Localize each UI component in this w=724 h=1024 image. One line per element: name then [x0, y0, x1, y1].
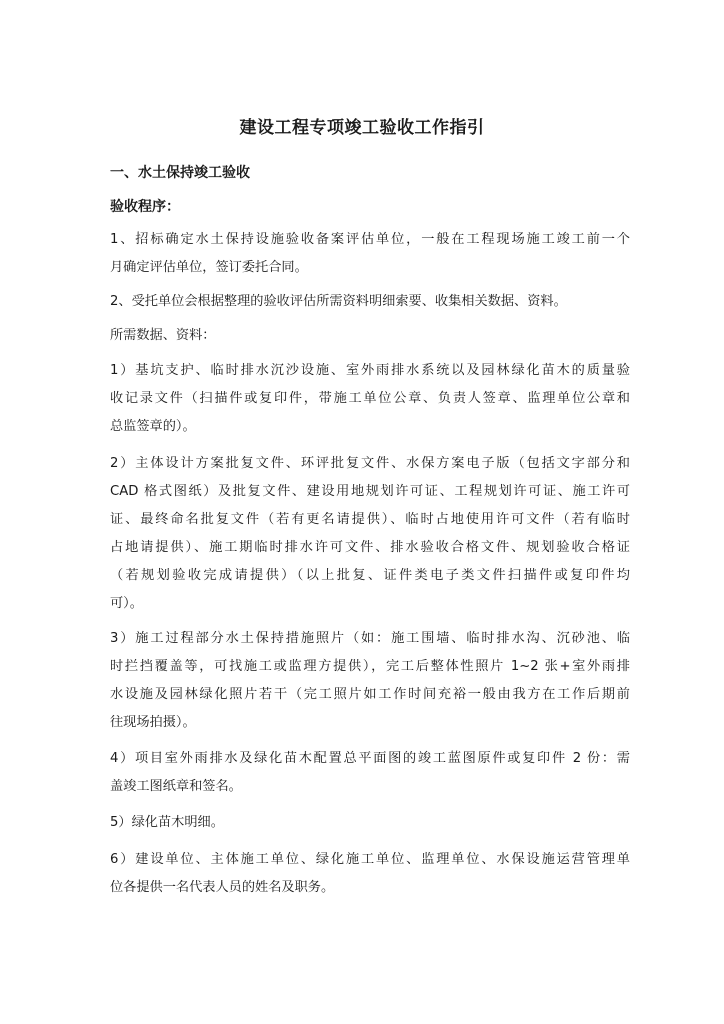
paragraph-line: 所需数据、资料： [110, 328, 216, 343]
paragraph [110, 450, 630, 618]
paragraph-line: 6）建设单位、主体施工单位、绿化施工单位、监理单位、水保设施运营管理单 [110, 852, 630, 867]
paragraph-line: 总监签章的）。 [110, 419, 196, 434]
section-heading: 一、水土保持竣工验收 [110, 165, 250, 181]
paragraph [110, 322, 630, 350]
document-title: 建设工程专项竣工验收工作指引 [239, 118, 485, 138]
paragraph-line: （若规划验收完成请提供）（以上批复、证件类电子类文件扫描件或复印件均 [110, 568, 630, 583]
paragraph [110, 745, 630, 801]
paragraph [110, 846, 630, 902]
paragraph [110, 625, 630, 737]
paragraph-line: 4）项目室外雨排水及绿化苗木配置总平面图的竣工蓝图原件或复印件 2 份：需 [110, 751, 630, 766]
paragraph-line: 5）绿化苗木明细。 [110, 815, 224, 830]
paragraph-line: 2、受托单位会根据整理的验收评估所需资料明细索要、收集相关数据、资料。 [110, 294, 567, 309]
paragraph-line: 1）基坑支护、临时排水沉沙设施、室外雨排水系统以及园林绿化苗木的质量验 [110, 363, 630, 378]
paragraph [110, 809, 630, 837]
paragraph-line: 证、最终命名批复文件（若有更名请提供）、临时占地使用许可文件（若有临时 [110, 512, 630, 527]
paragraph-line: 时拦挡覆盖等，可找施工或监理方提供），完工后整体性照片 1~2 张+室外雨排 [110, 659, 630, 674]
paragraph-line: 盖竣工图纸章和签名。 [110, 779, 242, 794]
paragraph-line: 往现场拍摄）。 [110, 715, 196, 730]
paragraph [110, 288, 630, 316]
paragraph-line: 可）。 [110, 596, 143, 611]
paragraph [110, 226, 630, 282]
paragraph-line: 2）主体设计方案批复文件、环评批复文件、水保方案电子版（包括文字部分和 [110, 456, 630, 471]
paragraph [110, 357, 630, 441]
paragraph-line: 占地请提供）、施工期临时排水许可文件、排水验收合格文件、规划验收合格证 [110, 540, 630, 555]
paragraph-line: 收记录文件（扫描件或复印件，带施工单位公章、负责人签章、监理单位公章和 [110, 391, 630, 406]
paragraph-line: 1、招标确定水土保持设施验收备案评估单位，一般在工程现场施工竣工前一个 [110, 232, 630, 247]
paragraph-line: 月确定评估单位，签订委托合同。 [110, 260, 308, 275]
paragraph-line: CAD 格式图纸）及批复文件、建设用地规划许可证、工程规划许可证、施工许可 [110, 484, 630, 499]
paragraph-line: 3）施工过程部分水土保持措施照片（如：施工围墙、临时排水沟、沉砂池、临 [110, 631, 630, 646]
paragraph-line: 水设施及园林绿化照片若干（完工照片如工作时间充裕一般由我方在工作后期前 [110, 687, 630, 702]
procedure-heading: 验收程序： [110, 199, 180, 215]
paragraph-line: 位各提供一名代表人员的姓名及职务。 [110, 880, 335, 895]
